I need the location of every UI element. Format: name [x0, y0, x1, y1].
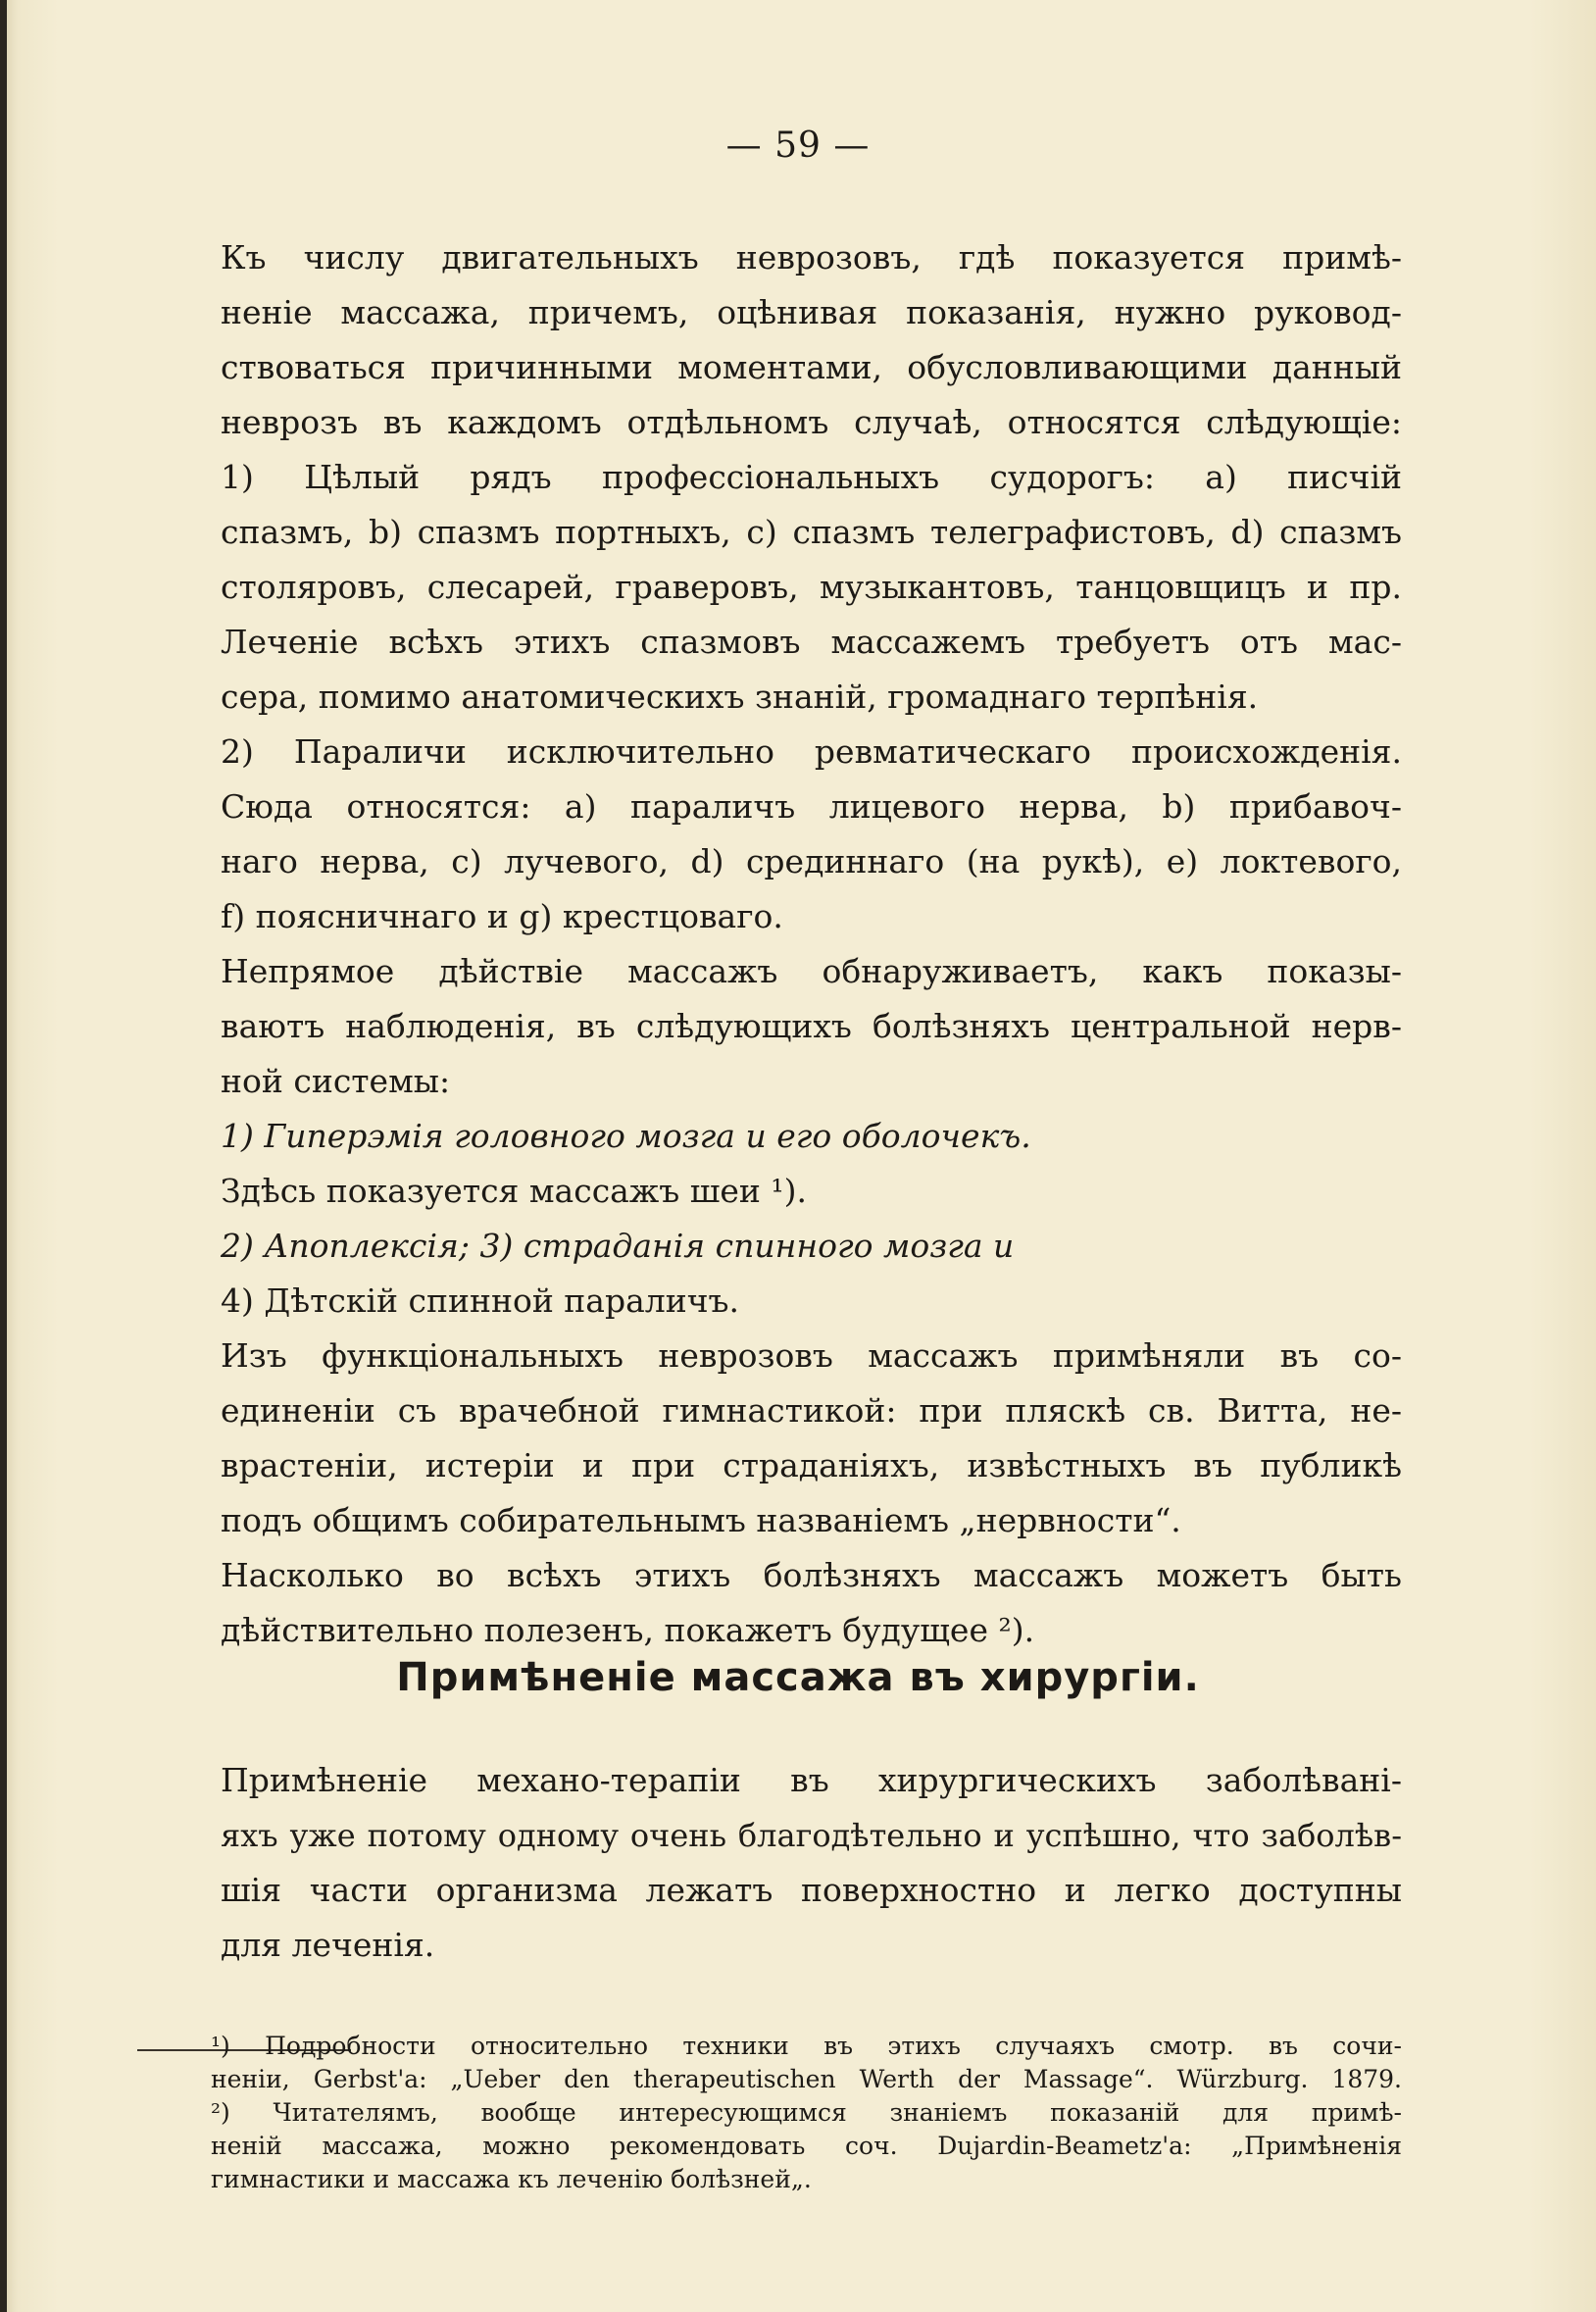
text-line: Къ числу двигательныхъ неврозовъ, гдѣ показуется примѣ-	[221, 238, 1402, 276]
text-line: ной системы:	[221, 1062, 451, 1100]
footnote-line: ²) Читателямъ, вообще интересующимся знаніемъ показаній для примѣ-	[211, 2098, 1402, 2127]
footnote-line: гимнастики и массажа къ леченію болѣзней„.	[211, 2165, 812, 2193]
text-line: Изъ функціональныхъ неврозовъ массажъ примѣняли въ со-	[221, 1336, 1402, 1375]
page-edge	[0, 0, 7, 2312]
text-line: дѣйствительно полезенъ, покажетъ будущее ²).	[221, 1611, 1035, 1649]
text-line: яхъ уже потому одному очень благодѣтельно и успѣшно, что заболѣв-	[221, 1817, 1402, 1854]
text-line: столяровъ, слесарей, граверовъ, музыкантовъ, танцовщицъ и пр.	[221, 568, 1402, 606]
text-line: единеніи съ врачебной гимнастикой: при пляскѣ св. Витта, не-	[221, 1391, 1402, 1430]
text-line: f) поясничнаго и g) крестцоваго.	[221, 897, 783, 935]
text-line: Непрямое дѣйствіе массажъ обнаруживаетъ, какъ показы-	[221, 952, 1402, 990]
footnotes	[211, 2030, 1402, 2196]
text-line: врастеніи, истеріи и при страданіяхъ, извѣстныхъ въ публикѣ	[221, 1446, 1402, 1484]
text-line: Здѣсь показуется массажъ шеи ¹).	[221, 1172, 807, 1210]
text-line: 2) Апоплексія; 3) страданія спинного мозга и	[221, 1227, 1015, 1265]
text-line: 2) Параличи исключительно ревматическаго происхожденія.	[221, 732, 1402, 771]
text-line: Сюда относятся: a) параличъ лицевого нерва, b) прибавоч-	[221, 787, 1402, 826]
text-line: 4) Дѣтскій спинной параличъ.	[221, 1282, 740, 1320]
text-line: для леченія.	[221, 1926, 435, 1964]
text-line: сера, помимо анатомическихъ знаній, громаднаго терпѣнія.	[221, 678, 1259, 716]
footnote-line: ¹) Подробности относительно техники въ этихъ случаяхъ смотр. въ сочи-	[211, 2032, 1402, 2060]
text-line: неврозъ въ каждомъ отдѣльномъ случаѣ, относятся слѣдующіе:	[221, 403, 1402, 441]
text-line: 1) Гиперэмія головного мозга и его оболочекъ.	[221, 1117, 1031, 1155]
footnote-line: неній массажа, можно рекомендовать соч. Dujardin-Beametz'a: „Примѣненія	[211, 2132, 1402, 2160]
footnote-line: неніи, Gerbst'a: „Ueber den therapeutischen Werth der Massage“. Würzburg. 1879.	[211, 2065, 1402, 2093]
text-line: подъ общимъ собирательнымъ названіемъ „нервности“.	[221, 1501, 1181, 1539]
text-line: ствоваться причинными моментами, обусловливающими данный	[221, 348, 1402, 386]
text-line: неніе массажа, причемъ, оцѣнивая показанія, нужно руковод-	[221, 293, 1402, 331]
text-line: спазмъ, b) спазмъ портныхъ, c) спазмъ телеграфистовъ, d) спазмъ	[221, 513, 1402, 551]
text-line: Примѣненіе механо-терапіи въ хирургическихъ заболѣвані-	[221, 1761, 1402, 1799]
main-text	[221, 230, 1402, 1658]
text-line: наго нерва, c) лучевого, d) срединнаго (на рукѣ), e) локтевого,	[221, 842, 1402, 880]
text-line: 1) Цѣлый рядъ профессіональныхъ судорогъ: a) писчій	[221, 458, 1402, 496]
text-line: Леченіе всѣхъ этихъ спазмовъ массажемъ требуетъ отъ мас-	[221, 623, 1402, 661]
text-line: шія части организма лежатъ поверхностно и легко доступны	[221, 1871, 1402, 1909]
page-number: — 59 —	[725, 126, 871, 166]
text-line: Насколько во всѣхъ этихъ болѣзняхъ массажъ можетъ быть	[221, 1556, 1402, 1594]
section-heading: Примѣненіе массажа въ хирургіи.	[396, 1655, 1200, 1700]
section-text	[221, 1753, 1402, 1973]
text-line: ваютъ наблюденія, въ слѣдующихъ болѣзняхъ центральной нерв-	[221, 1007, 1402, 1045]
